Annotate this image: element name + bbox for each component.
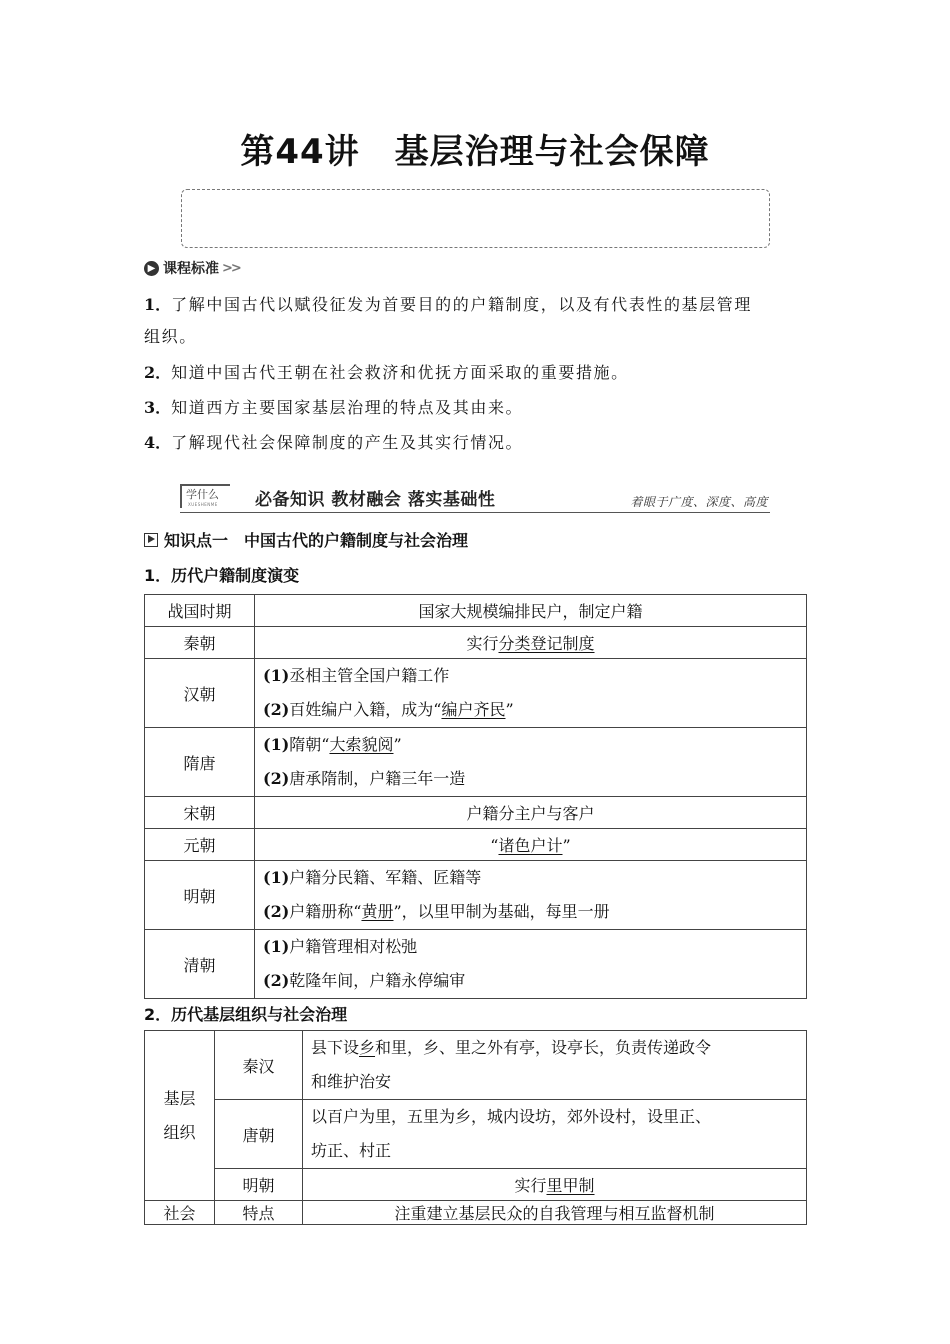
table-row	[145, 659, 807, 728]
table-row	[145, 797, 807, 829]
banner-right-text: 着眼于广度、深度、高度	[630, 495, 768, 509]
content-cell: 户籍分主户与客户	[255, 797, 807, 829]
era-cell: 元朝	[145, 829, 255, 861]
era-cell: 秦朝	[145, 627, 255, 659]
section1-heading: 1．历代户籍制度演变	[144, 566, 300, 585]
table-row	[145, 1201, 807, 1225]
content-cell: (1)丞相主管全国户籍工作 (2)百姓编户入籍，成为“编户齐民”	[255, 659, 807, 728]
content-cell: (1)户籍管理相对松弛 (2)乾隆年间，户籍永停编审	[255, 930, 807, 999]
era-cell: 宋朝	[145, 797, 255, 829]
section2-heading: 2．历代基层组织与社会治理	[144, 1005, 348, 1024]
content-cell: (1)隋朝“大索貌阅” (2)唐承隋制，户籍三年一造	[255, 728, 807, 797]
society-label-cell: 社会	[145, 1201, 215, 1225]
table-row	[145, 595, 807, 627]
banner-main-text: 必备知识 教材融会 落实基础性	[255, 490, 496, 510]
course-standard-text: 课程标准	[163, 261, 219, 277]
knowledge-point-heading: 知识点一 中国古代的户籍制度与社会治理	[144, 528, 468, 551]
era-cell: 明朝	[215, 1169, 303, 1201]
table-row	[145, 930, 807, 999]
era-cell: 汉朝	[145, 659, 255, 728]
double-chevron-icon: >>	[222, 260, 240, 276]
feature-text-cell: 注重建立基层民众的自我管理与相互监督机制	[303, 1201, 807, 1225]
era-cell: 清朝	[145, 930, 255, 999]
course-standard-label	[144, 258, 240, 278]
era-cell: 隋唐	[145, 728, 255, 797]
content-cell: 实行里甲制	[303, 1169, 807, 1201]
era-cell: 战国时期	[145, 595, 255, 627]
grassroots-organization-table	[144, 1030, 807, 1225]
era-cell: 明朝	[145, 861, 255, 930]
household-registration-table	[144, 594, 807, 999]
standard-item-1: 1．了解中国古代以赋役征发为首要目的的户籍制度，以及有代表性的基层管理	[144, 295, 752, 314]
table-row	[145, 1169, 807, 1201]
play-icon: ▶	[144, 261, 159, 276]
xueshenme-logo: 学什么 XUESHENME	[180, 484, 230, 508]
standard-item-2: 2．知道中国古代王朝在社会救济和优抚方面采取的重要措施。	[144, 363, 629, 382]
table-row	[145, 1100, 807, 1169]
standard-item-1-cont: 组织。	[144, 327, 197, 346]
content-cell: 县下设乡和里，乡、里之外有亭，设亭长，负责传递政令 和维护治安	[303, 1031, 807, 1100]
era-cell: 唐朝	[215, 1100, 303, 1169]
standard-item-3: 3．知道西方主要国家基层治理的特点及其由来。	[144, 398, 524, 417]
standard-item-4: 4．了解现代社会保障制度的产生及其实行情况。	[144, 433, 524, 452]
content-cell: 实行分类登记制度	[255, 627, 807, 659]
page-title: 第44讲 基层治理与社会保障	[240, 132, 710, 172]
content-cell: 以百户为里，五里为乡，城内设坊，郊外设村，设里正、 坊正、村正	[303, 1100, 807, 1169]
section-banner	[180, 484, 770, 513]
content-cell: “诸色户计”	[255, 829, 807, 861]
table-row	[145, 829, 807, 861]
grassroots-label-cell: 基层 组织	[145, 1031, 215, 1201]
content-cell: 国家大规模编排民户，制定户籍	[255, 595, 807, 627]
table-row	[145, 861, 807, 930]
feature-label-cell: 特点	[215, 1201, 303, 1225]
table-row	[145, 1031, 807, 1100]
table-row	[145, 728, 807, 797]
content-cell: (1)户籍分民籍、军籍、匠籍等 (2)户籍册称“黄册”，以里甲制为基础，每里一册	[255, 861, 807, 930]
triangle-box-icon	[144, 533, 158, 547]
table-row	[145, 627, 807, 659]
era-cell: 秦汉	[215, 1031, 303, 1100]
empty-dashed-box	[181, 189, 770, 248]
